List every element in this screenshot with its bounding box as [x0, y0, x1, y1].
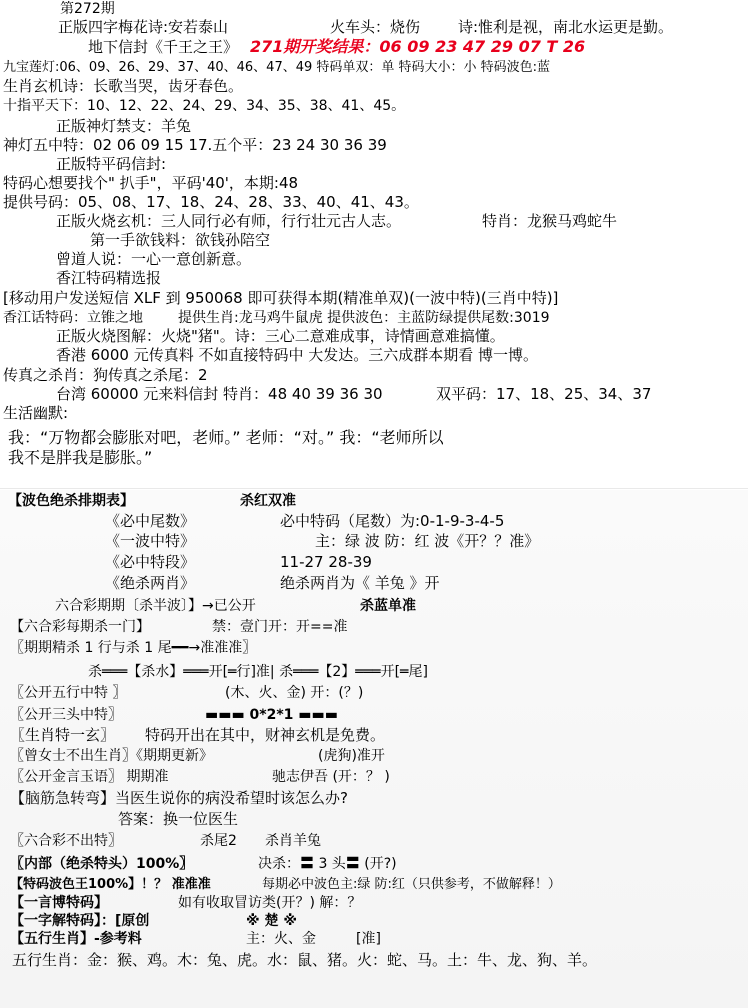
joke-line-2: 我不是胖我是膨胀。”: [8, 448, 153, 467]
plum-poem: 正版四字梅花诗:安若泰山: [58, 18, 229, 36]
color-kill-table-title: 【波色绝杀排期表】: [8, 493, 134, 509]
fire-diagram: 正版火烧图解：火烧"猪"。诗：三心二意难成事，诗情画意难搞懂。: [56, 327, 505, 345]
lamp-forbidden: 正版神灯禁支：羊兔: [56, 117, 192, 135]
no-special-label: 〖六合彩不出特〗: [10, 833, 122, 849]
zodiac-mystery-label: 〖生肖特一玄〗: [10, 726, 116, 744]
section-divider: [0, 488, 748, 489]
poem-text: 诗:惟利是视，南北水运更是勤。: [458, 18, 674, 36]
ms-zeng-value: (虎狗)准开: [318, 748, 385, 764]
kill-one-door-label: 【六合彩每期杀一门】: [10, 619, 150, 635]
hongkong-report-title: 香江特码精选报: [56, 269, 162, 287]
bottom-section: [0, 490, 748, 1008]
one-wave-value: 主：绿 波 防：红 波《开？？准》: [315, 532, 540, 550]
five-elements-value: (木、火、金) 开：(？): [225, 685, 364, 701]
golden-words-label: 〖公开金言玉语〗 期期准: [10, 769, 169, 785]
wave-king-label: 【特码波色王100%】！？ 准准准: [10, 877, 211, 892]
special-zodiac: 特肖：龙猴马鸡蛇牛: [482, 212, 618, 230]
inner-kill-label: 〖内部（绝杀特头）100%〗: [10, 856, 194, 872]
three-heads-value: ▬▬▬ 0*2*1 ▬▬▬: [205, 707, 338, 723]
kill-two-value: 绝杀两肖为《 羊兔 》开: [280, 574, 440, 592]
five-elements-zodiac-list: 五行生肖：金：猴、鸡。木：兔、虎。水：鼠、猪。火：蛇、马。土：牛、龙、狗、羊。: [12, 951, 598, 969]
five-elements-label: 〖公开五行中特 〗: [10, 685, 127, 701]
taiwan-envelope: 台湾 60000 元来料信封 特肖：48 40 39 36 30: [56, 385, 383, 403]
five-zodiac-main: 主：火、金: [246, 931, 316, 947]
brain-teaser-answer: 答案：换一位医生: [118, 810, 239, 828]
sms-notice: [移动用户发送短信 XLF 到 950068 即可获得本期(精准单双)(一波中特)(三肖中特)]: [3, 289, 559, 307]
one-char-value: ※ 楚 ※: [246, 913, 297, 929]
hongkong-talk: 香江话特码：立锥之地: [3, 310, 143, 326]
must-tail-value: 必中特码（尾数）为:0-1-9-3-4-5: [280, 512, 505, 530]
issue-number: 第272期: [60, 1, 115, 17]
underground-envelope: 地下信封《千王之王》: [88, 38, 239, 56]
inner-kill-value: 决杀：〓 3 头〓 (开?): [258, 856, 397, 872]
kill-row-tail-title: 〖期期精杀 1 行与杀 1 尾━━→准准准〗: [10, 640, 257, 656]
golden-words-value: 驰志伊吾 (开：？ ): [272, 769, 390, 785]
fax-kill: 传真之杀肖：狗传真之杀尾：2: [3, 366, 208, 384]
kill-red-double: 杀红双准: [240, 493, 296, 509]
draw-result: 271期开奖结果：06 09 23 47 29 07 T 26: [250, 37, 586, 56]
taoist-saying: 曾道人说：一心一意创新意。: [56, 250, 252, 268]
humor-title: 生活幽默:: [3, 404, 69, 422]
joke-line-1: 我：“万物都会膨胀对吧，老师。” 老师：“对。” 我：“老师所以: [8, 428, 444, 447]
lamp-five-numbers: 神灯五中特：02 06 09 15 17.五个平：23 24 30 36 39: [3, 136, 387, 154]
pickpocket-hint: 特码心想要找个" 扒手"，平码'40'，本期:48: [3, 174, 299, 192]
zodiac-poem: 生肖玄机诗：长歌当哭，齿牙春色。: [3, 77, 244, 95]
kill-two-label: 《绝杀两肖》: [105, 574, 196, 592]
must-segment-value: 11-27 28-39: [280, 553, 372, 571]
one-word-value: 如有收取冒访类(开？) 解：？: [178, 895, 362, 911]
lotus-lamp-line: 九宝莲灯:06、09、26、29、37、40、46、47、49 特码单双：单 特码大小：小 特码波色:蓝: [3, 60, 551, 75]
envelope-title: 正版特平码信封:: [56, 155, 167, 173]
three-heads-label: 〖公开三头中特〗: [10, 707, 122, 723]
half-wave-label: 六合彩期期〔杀半波〕】→已公开: [55, 598, 256, 614]
five-zodiac-label: 【五行生肖】-参考料: [10, 931, 142, 947]
five-zodiac-accurate: [准]: [356, 931, 381, 947]
provided-numbers: 提供号码：05、08、17、18、24、28、33、40、41、43。: [3, 193, 419, 211]
zodiac-mystery-value: 特码开出在其中，财神玄机是免费。: [145, 726, 386, 744]
fire-mystery: 正版火烧玄机：三人同行必有师，行行壮元古人志。: [56, 212, 402, 230]
kill-one-door-value: 禁：壹门开：开==准: [212, 619, 348, 635]
kill-zodiac: 杀肖羊兔: [265, 833, 321, 849]
top-section: [0, 0, 748, 490]
double-flat-numbers: 双平码：17、18、25、34、37: [436, 385, 652, 403]
ten-fingers-line: 十指平天下：10、12、22、24、29、34、35、38、41、45。: [3, 98, 406, 114]
brain-teaser-question: 【脑筋急转弯】当医生说你的病没希望时该怎么办?: [10, 789, 348, 807]
one-char-label: 【一字解特码】：[原创: [10, 913, 150, 929]
train-head: 火车头：烧伤: [330, 18, 421, 36]
kill-tail: 杀尾2: [200, 833, 237, 849]
provided-zodiac-colors: 提供生肖:龙马鸡牛鼠虎 提供波色：主蓝防绿提供尾数:3019: [178, 310, 550, 326]
one-wave-label: 《一波中特》: [105, 532, 196, 550]
must-tail-label: 《必中尾数》: [105, 512, 196, 530]
must-segment-label: 《必中特段》: [105, 553, 196, 571]
wave-king-value: 每期必中波色主:绿 防:红（只供参考，不做解释！）: [262, 877, 561, 892]
kill-water-line: 杀═══【杀水】═══开[═行]准| 杀═══【2】═══开[═尾]: [88, 664, 428, 680]
fax-material: 香港 6000 元传真料 不如直接特码中 大发达。三六成群本期看 博一博。: [56, 346, 539, 364]
one-word-label: 【一言博特码】: [10, 895, 108, 911]
ms-zeng-label: 〖曾女士不出生肖〗《期期更新》: [10, 748, 213, 764]
first-hand-material: 第一手欲钱料：欲钱孙陪空: [90, 231, 271, 249]
kill-blue-single: 杀蓝单准: [360, 598, 416, 614]
